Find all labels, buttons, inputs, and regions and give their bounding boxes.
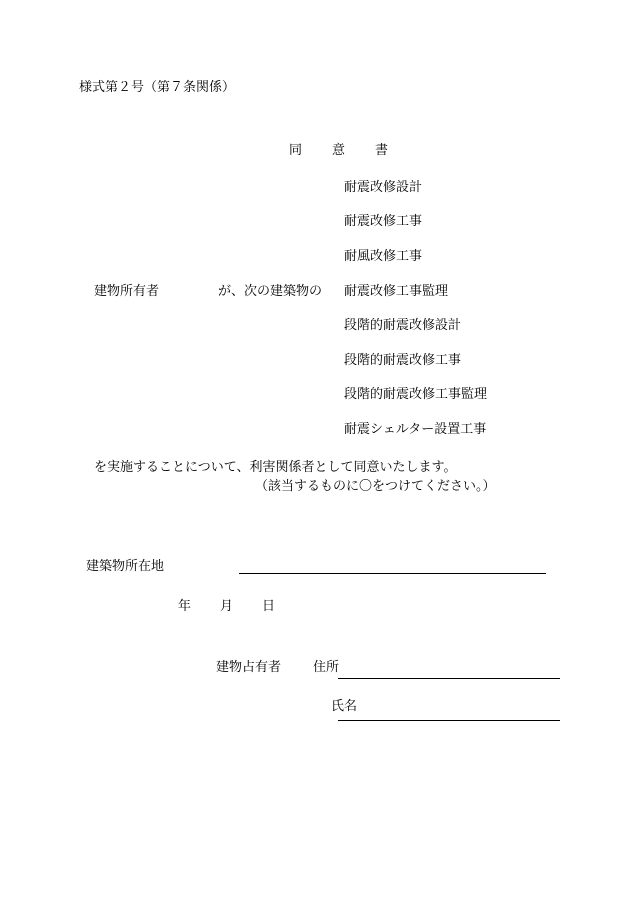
date-month-label: 月 <box>220 599 234 614</box>
option-seismic-design[interactable]: 耐震改修設計 <box>344 180 423 195</box>
title-char-3: 書 <box>375 143 389 158</box>
name-label: 氏名 <box>331 699 358 714</box>
option-seismic-supervision[interactable]: 耐震改修工事監理 <box>344 284 449 299</box>
date-day-label: 日 <box>262 599 276 614</box>
consent-note: （該当するものに〇をつけてください。） <box>255 479 496 494</box>
form-number: 様式第２号（第７条関係） <box>79 80 236 95</box>
owner-suffix: が、次の建築物の <box>218 284 323 299</box>
document-title <box>289 143 388 159</box>
name-input-line[interactable] <box>338 720 560 721</box>
address-input-line[interactable] <box>338 678 560 679</box>
option-staged-work[interactable]: 段階的耐震改修工事 <box>344 353 462 368</box>
option-shelter-work[interactable]: 耐震シェルター設置工事 <box>344 422 487 437</box>
occupant-label: 建物占有者 <box>216 660 282 675</box>
option-staged-design[interactable]: 段階的耐震改修設計 <box>344 318 462 333</box>
date-year-label: 年 <box>178 599 192 614</box>
consent-statement: を実施することについて、利害関係者として同意いたします。 <box>94 460 457 475</box>
owner-label: 建物所有者 <box>94 284 160 299</box>
title-char-2: 意 <box>332 143 346 158</box>
location-label: 建築物所在地 <box>86 559 165 574</box>
title-char-1: 同 <box>289 143 303 158</box>
option-staged-supervision[interactable]: 段階的耐震改修工事監理 <box>344 387 488 402</box>
option-seismic-work[interactable]: 耐震改修工事 <box>344 214 423 229</box>
option-wind-work[interactable]: 耐風改修工事 <box>344 249 423 264</box>
location-input-line[interactable] <box>239 573 546 574</box>
address-label: 住所 <box>313 660 340 675</box>
